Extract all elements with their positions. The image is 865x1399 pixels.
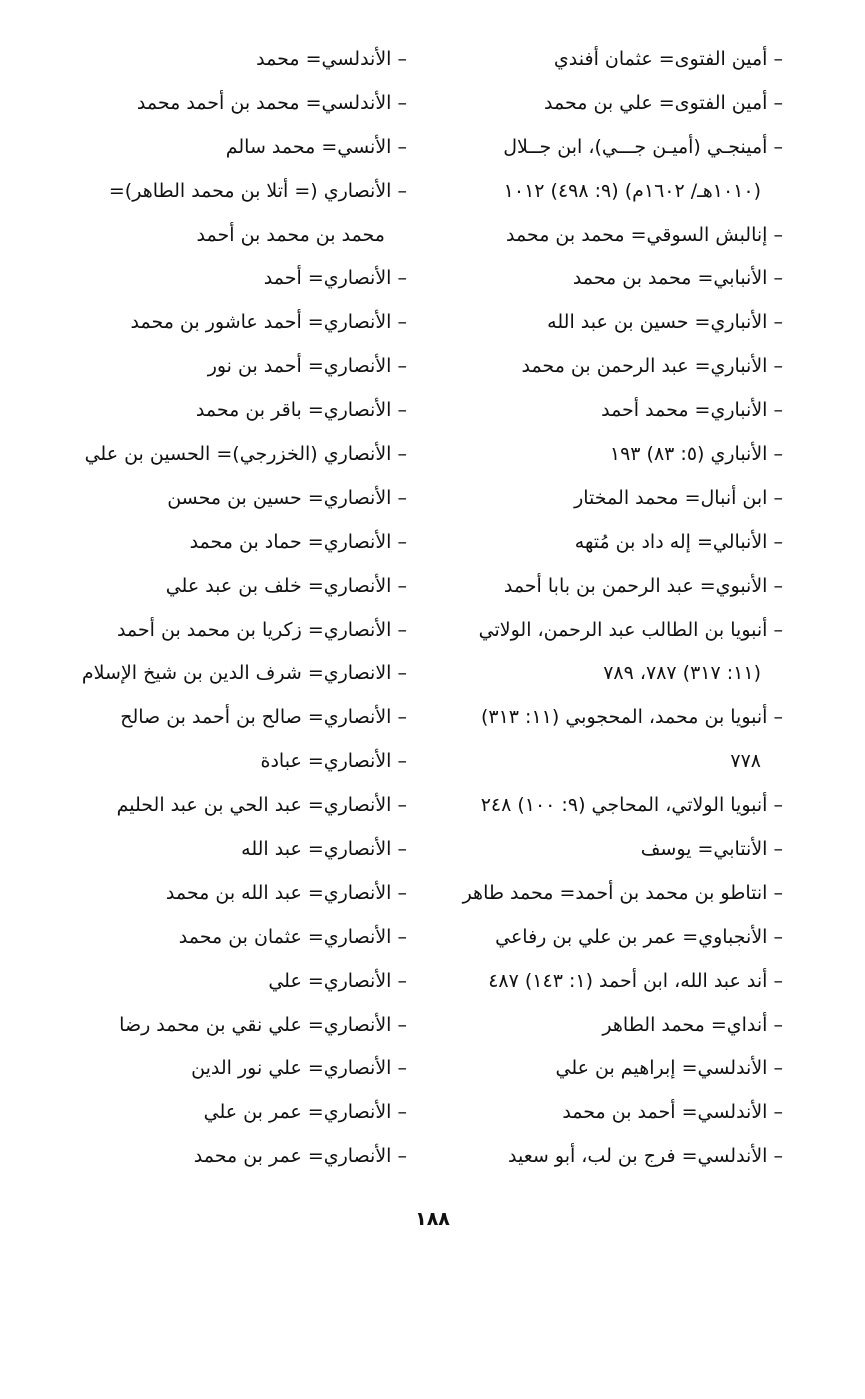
index-entry-line: – الأنصاري= حسين بن محسن xyxy=(167,486,407,509)
index-entry-line: – أمينجـي (أميـن جـــي)، ابن جــلال xyxy=(503,135,783,158)
index-entry-line: – الأنصاري (= أتلا بن محمد الطاهر)= xyxy=(108,179,407,202)
index-entry-line: – الأندلسي= فرج بن لب، أبو سعيد xyxy=(508,1145,783,1168)
index-entry-line: – الأنبالي= إله داد بن مُتهه xyxy=(574,530,783,553)
index-entry-line: – الأنتابي= يوسف xyxy=(640,838,783,861)
index-entry-line: (١١: ٣١٧) ٧٨٧، ٧٨٩ xyxy=(603,662,761,685)
index-entry-line: (١٠١٠هـ/ ١٦٠٢م) (٩: ٤٩٨) ١٠١٢ xyxy=(503,179,761,202)
index-entry-line: – الأندلسي= أحمد بن محمد xyxy=(562,1101,783,1124)
index-entry-line: – الأنجباوي= عمر بن علي بن رفاعي xyxy=(495,925,783,948)
index-entry-line: – الأنسي= محمد سالم xyxy=(225,135,407,158)
index-entry-line: – أند عبد الله، ابن أحمد (١: ١٤٣) ٤٨٧ xyxy=(488,969,783,992)
index-entry-line: – الأنصاري= عبد الحي بن عبد الحليم xyxy=(116,794,407,817)
index-entry-line: – الأنصاري= أحمد بن نور xyxy=(207,355,407,378)
page-number: ١٨٨ xyxy=(415,1208,450,1230)
index-entry-line: – الأنصاري= عمر بن علي xyxy=(203,1101,407,1124)
index-entry-line: – الأنصاري= علي xyxy=(268,969,407,992)
index-entry-line: – الأنباري= حسين بن عبد الله xyxy=(547,311,783,334)
index-entry-line: – الأنصاري= علي نقي بن محمد رضا xyxy=(119,1013,407,1036)
index-entry-line: – الأنصاري= زكريا بن محمد بن أحمد xyxy=(116,618,407,641)
index-entry-line: – الأنباري= عبد الرحمن بن محمد xyxy=(521,355,783,378)
index-entry-line: – الأنصاري= علي نور الدين xyxy=(191,1057,407,1080)
index-entry-line: – الأنصاري (الخزرجي)= الحسين بن علي xyxy=(84,443,407,466)
index-column-right xyxy=(438,38,783,1179)
index-entry-line: – الأنباري (٥: ٨٣) ١٩٣ xyxy=(609,443,783,466)
index-entry-line: – الأنبابي= محمد بن محمد xyxy=(572,267,783,290)
index-entry-line: محمد بن محمد بن أحمد xyxy=(196,223,385,246)
index-entry-line: – الأنصاري= أحمد عاشور بن محمد xyxy=(130,311,407,334)
index-entry-line: – الأنصاري= حماد بن محمد xyxy=(189,530,407,553)
index-entry-line: – أنداي= محمد الطاهر xyxy=(602,1013,783,1036)
index-entry-line: – الأندلسي= محمد بن أحمد محمد xyxy=(136,91,407,114)
index-entry-line: – الأنباري= محمد أحمد xyxy=(601,399,783,422)
index-entry-line: – إنالبش السوقي= محمد بن محمد xyxy=(505,223,783,246)
index-entry-line: – أنبويا بن محمد، المحجوبي (١١: ٣١٣) xyxy=(480,706,783,729)
index-column-left xyxy=(22,38,407,1179)
index-entry-line: – أمين الفتوى= علي بن محمد xyxy=(544,91,783,114)
index-entry-line: ٧٧٨ xyxy=(730,750,761,773)
index-entry-line: – أنبويا الولاتي، المحاجي (٩: ١٠٠) ٢٤٨ xyxy=(480,794,783,817)
index-entry-line: – الأندلسي= إبراهيم بن علي xyxy=(555,1057,783,1080)
index-entry-line: – الأنصاري= خلف بن عبد علي xyxy=(165,574,407,597)
index-entry-line: – أمين الفتوى= عثمان أفندي xyxy=(553,48,783,70)
index-entry-line: – ابن أنبال= محمد المختار xyxy=(574,486,783,509)
index-entry-line: – الأنصاري= عبادة xyxy=(260,750,407,773)
index-entry-line: – الأنبوي= عبد الرحمن بن بابا أحمد xyxy=(503,574,783,597)
index-entry-line: – الأنصاري= أحمد xyxy=(263,267,407,290)
index-entry-line: – الأنصاري= باقر بن محمد xyxy=(195,399,407,422)
index-entry-line: – أنبويا بن الطالب عبد الرحمن، الولاتي xyxy=(478,618,783,641)
index-entry-line: – انتاطو بن محمد بن أحمد= محمد طاهر xyxy=(462,881,783,904)
index-entry-line: – الأنصاري= صالح بن أحمد بن صالح xyxy=(120,706,407,729)
index-entry-line: – الأندلسي= محمد xyxy=(256,48,407,70)
index-entry-line: – الأنصاري= عبد الله xyxy=(241,838,407,861)
index-entry-line: – الأنصاري= عثمان بن محمد xyxy=(178,925,407,948)
index-entry-line: – الانصاري= شرف الدين بن شيخ الإسلام xyxy=(81,662,407,685)
index-entry-line: – الأنصاري= عمر بن محمد xyxy=(193,1145,407,1168)
index-entry-line: – الأنصاري= عبد الله بن محمد xyxy=(165,881,407,904)
